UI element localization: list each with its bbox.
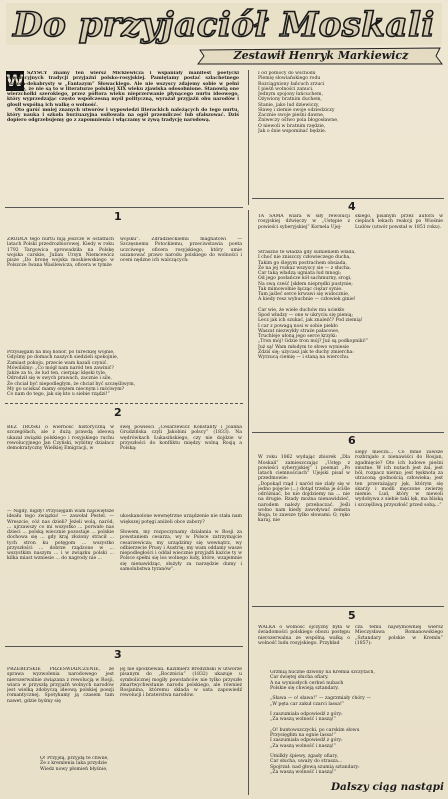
sec3-right: jej nie spodziewali. Kazimierz Brodziński w utworze pisanym do „Rocznicia” (1832) ukazuje u symbolicznej mogiły powstańców nie tylko przyszłe zmartwychwstanie narodu polskiego, ale również Rosjanina, któremu składa w usta zapowiedź rewolucji i braterstwa narodów. <box>120 667 242 699</box>
intro-dropcap: W <box>6 71 24 90</box>
intro-paragraph: SZYSCY znamy ten wiersz Mickiewicza i wspaniały manifest poetycki rewolucyjnych tradycji przyjaźni polsko-rosyjskiej. Pamiętamy postać szlachetnego Majora-dekabrysty w „Fantazym” Słowackiego. Ale nie wszyscy zdajemy sobie w pełni sprawę, że nie są to w literaturze polskiej XIX wieku zjawiska odosobnione. Stanowią one wierzchołki szerokiego, przez półtora wieku nieprzerwanie płynącego nurtu ideowego, który wyprzedzając często współczesną myśl polityczną, wyrażał przyjaźń obu narodów i głosił wspólną ich walkę o wolność. <box>7 71 239 108</box>
sec1-right: wojsku”. Zdradzieckiemu magnatowi — Szczęsnemu Potockiemu, przeciwstawia poeta uczciwego oficera rosyjskiego, który umie uszanować prawo narodu polskiego do wolności i oceni nędzne ich walczących: <box>120 237 242 263</box>
section-2-number: 2 <box>114 406 122 419</box>
sec2-right: swej powieści „Cesarzewicz Konstanty i Joanna Grudzińska czyli Jakobini polscy” (1833). Na wędrówkach Łukasińskiego, czy nie dojdzie w przyszłości do konfliktu między wolną Rosją a Polską: <box>120 425 242 451</box>
section-rule-2 <box>5 403 243 404</box>
section-6-number: 6 <box>348 434 356 447</box>
svg-text:Do przyjaciół Moskali: Do przyjaciół Moskali <box>13 5 435 45</box>
sec5-verse: Grzmią huczne dzwony na Kremla szczytach, Car świętej słucha ofiary. A na wyniosłych cerkwi nubach Polskie się chwieją sztandary. „Sława — o! sława!” — zagrzmiały chóry — „W pęta car zakuł czarci lassa!” I zaszumiała odpowiedź z góry: „Za waszą wolność i naszą!” „O! buntowszczycki, po carskim słowu Przysięgłim na ognie lassa!” I zaszumiała odpowiedź z góry: „Za waszą wolność i naszą!” Umilkły śpiewy, zgasły ofiary, Car słucha, uważy do strasza... Spojrzał: nad głową szumią sztandary: „Za waszą wolność i naszą!” <box>270 670 375 775</box>
sec5-right: cza temu najwymowniej wiersz Mieczysława Romanowskiego „Sztandary polskie w Kremlu” (1857): <box>355 625 443 646</box>
section-4-number: 4 <box>348 200 356 213</box>
sec3-verse: O! Przyjdą, przyjdą te chwile, Że z kremlenia laka przydzie Wiedz nowy płomień błyśnie, <box>40 756 109 772</box>
continued-label: Dalszy ciąg nastąpi <box>330 781 444 793</box>
sec4-intro-right: skiego, pisanym przez autora w cieplach lekach reakcji po Wiośnie Ludów (utwór powstał w 1851 roku). <box>355 214 443 230</box>
sec6-right: ślepy mieczu... Co mnie zawsze rozbrajało z nienawiści do Rosjan, zgadnięcie? Oto ich ludowe pieśni smutne. W ich nutach jest żal, jest ból, rozpacz nieraz; jest tęsknota za utraconą godnością człowieka; jest ten przerażający jęk, którym się skarży i modli męczone zwierzę niemie. Lud, który w niewoli wydobywa z siebie taki lęk, ma bliską i szczęśliwą przyszłość przed sobą...” <box>355 450 443 508</box>
section-5-number: 5 <box>348 609 356 622</box>
sec3-left: PRZEBŁYSKIE PRZEŚWIADCZENIE, że sprawa wyzwolenia narodowego jest nierozerwalnie związana z rewolucją w Rosji, wiara w przyszłą przyjaźń wolnych narodów jest wielką zdobyczą ideową polskiej poezji romantycznej. Spotykamy ją czasem tam nawet, gdzie byśmy się <box>7 667 114 704</box>
poem-top: I od północy do wschodu Plemię słowiańskiego rodu Rozciągniony łańcuch zrzuci I pieśń wolności zanuci. Jednym spojony łańcuchem, Ożywiony bratnim duchem, Stanie, jako lud dziewiczy, Sławę i ziemie swoje odziedziczy Zacznie swoje pieśni dawne, Zniweczy oštwo pola błogosławne, O niewoli w bratnim rzędzie, Jak o śnie wspominać będzie. <box>258 71 339 134</box>
sec5-left: WALKA o wolność ojczyzny była w świadomości polskiego obozu postępu nierozerwalna ze wspólną walką o wolność ludu rosyjskiego. Przykład <box>258 625 350 646</box>
sec2-left: BEZ TROSKI o wierność historyczną w szczegółach, ale z dużą prawdą ideową ukazał związki polskiego i rosyjskiego ruchu rewolucyjnego Jan Czyński, wybitny działacz demokratyczny Wielkiej Emigracji, w <box>7 425 114 451</box>
sec4-verse: Straszno te władza gdy sumieniem włada, I choć nie zniszczy człowieczego ducha, Takim go ślepym postrachem obsiada, Że na jej rozkaz wszyscy sie — z słucha. Car taką władzą ugniata lud mnogi; Od jego posłańcze kół sachmurny, srogi, Na swą cześć [skłem nieprędki pustynie; Tak mimowolnie łącząc ciężar synie. Tam jaśleć serce krwawi się widocznie, A kiedy resz wybuchnie — człowiek ginie! Car wie, że wiele duchów mu uciekło Spod władzy — one w ukryciu się pienią; Lecz jak ich szukać, jak znaleźć? Pod ziemią! I car z powagą nosi w sobie piekło Waszat niezwykły straże pałacowe, Truchleje ułoną jego serce krzyki: „Tron mój! Gdzie tron mój? Już są podkopniki!” Już są! Wam młodym to słowo wyniesie Zdziś się; użycasz jak te duchy zmiercha: Wyrzucą ciemię — i staną na wiercchu. <box>258 250 369 360</box>
section-3-number: 3 <box>114 648 122 661</box>
section-rule-6 <box>252 432 444 433</box>
column-divider-top <box>248 70 249 205</box>
sec1-left: ŹRÓDŁA tego nurtu biją jeszcze w ostatnich latach Polski przedrozbiorowej. Kiedy w roku 1792 Targowica sprowadziła na Polskę wojska carskie, Julian Ursyn Niemcewicz pisze „Do bronę wojska moskiewskiego w Polszcze Iwana Wasilewicza, oficera w tymże <box>7 237 114 269</box>
masthead-title <box>6 3 442 45</box>
sec6-left: W roku 1862 wydając zbiorek „Dla Moskali” zamieszczając „Ustęp z powieści syberyjskiej” i poemat „Po latach ciemnościach” Ujejski pisał w przedmowie: „Dopokąd rząd i naród nie zlały się w jedno pojęcie (...) dotąd trzeba je ściśle odróżniać, bo nie dojdziemy na ... nie na drugie. Rzady można nienawidzieć, narodem należy przebaczać. Jeśli wolno nam kiedy zawoływać zemsta Boga, to zawsze tylko słowami: O, ręko karaj, nie <box>258 455 350 524</box>
section-1-number: 1 <box>114 210 122 223</box>
intro-paragraph-2: Oto garść mniej znanych utworów i wypowiedzi literackich należących do tego nurtu, który nauka i szkoła burżuazyjna usiłowała na ogół przemilczeć lub sfałszować. Dziś dopiero odgrzebujemy go z zapomnienia i włączamy w żywą tradycję narodową. <box>7 107 239 124</box>
section-rule-5 <box>252 606 444 607</box>
sec4-intro-left: TA SAMA wiara w siły rewolucji rosyjskiej dźwięczy w „Ustępie z powieści syberyjskiej” Kornela Ujej- <box>258 214 350 230</box>
section-rule-4 <box>252 198 444 199</box>
sec2-dialog-left: — Nigdy, nigdy! Przysięgam wam najświętsze ideału tego związku! — zawołał Pestel. — Wreszcie, cóż nas dzieli? Jeżeli wolą, naród, ... ujrzawszy co mi wszystko ... porwało nas dzieci ... polską wiecznie pozostaje ... polskie dochowa się ... gdy kraj złożony stracił ... tych stron ku potęgom ... wszystko przyszłości ... dobrze rządzone w ... wszystkim naszym ... i w związku polski ... kilka miast wzniesie ... do nagrody nie ... <box>7 509 114 562</box>
byline: Zestawił Henryk Markiewicz <box>233 49 409 62</box>
section-rule-3 <box>5 646 243 647</box>
sec2-dialog-right: ukoskanolone wewnętrzne urządzenie nie stała nam większej potęgi aniżeli obce zabory? Słowem, my rozpoczynamy działania w Rosji za powstaniem cesarza, wy w Polsce zatrzymajcie cesarzewicza; my urządzimy się wewnątrz, wy odbierzecie Prusy i Austrię; my wam oddamy wasze niepodległości i oddał wiecznie przyjaźń każcie ty w Polsce spełni się los wolnego ludy, które, wzajemnie się nienawidząc, służyły za narzędzie dumy i samolubstwa tyranów”. <box>120 514 242 572</box>
sec1-verse: Przysięgam na mój honor, po tureckiej wojnie, Gdyśmy po domach naszych siedzieli spokojnie, Zamiast pokoju, przecie wam kazali czynić. Mówiliśmy: „Co mógł nam naród ten zawinić? Jakże za to, że lud ten, cierpiąc klęski tyle, Odrodził się w swych prawach, zacznie i sile, Że chciał być niepodległym, że chciał być szczęśliwym, My go uciskać mamy orężem niecnym i mściwym? Co nam do tego, jak się kto u siebie rządzi!” <box>7 350 136 397</box>
section-rule-1 <box>5 207 243 208</box>
intro-text <box>7 71 239 203</box>
column-divider-mid <box>248 210 249 795</box>
